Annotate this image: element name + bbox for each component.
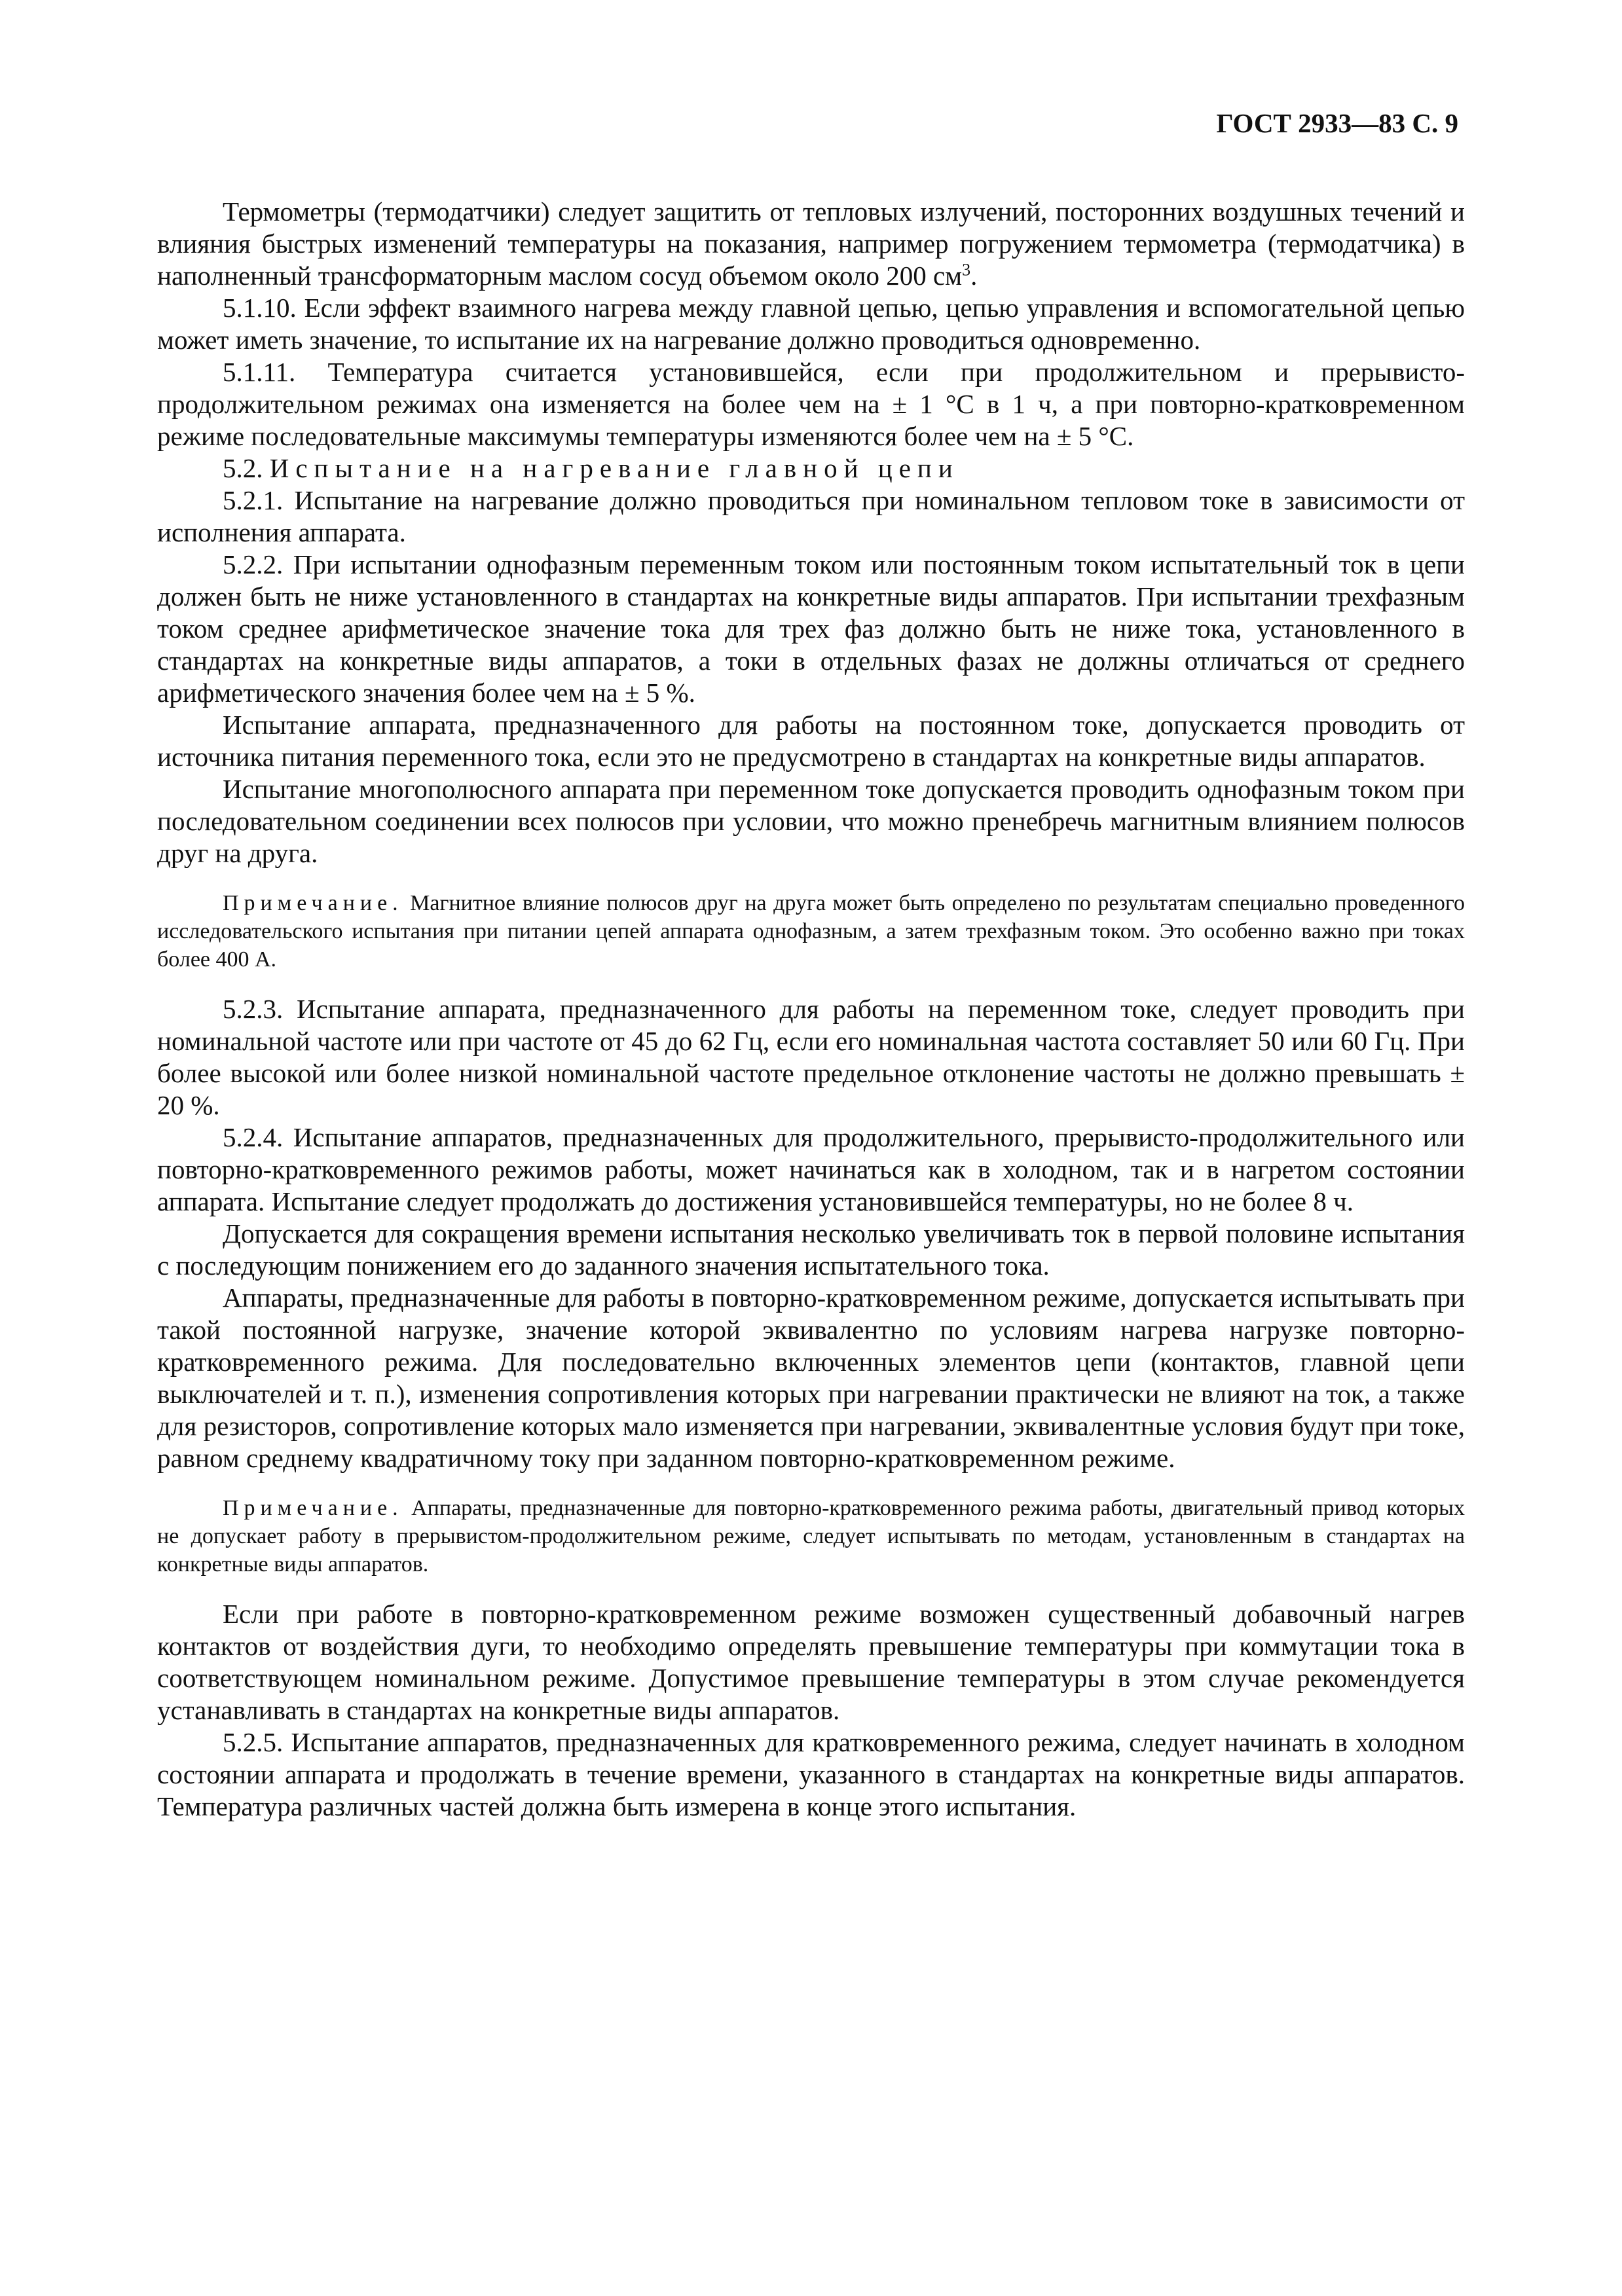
paragraph-5-1-11: 5.1.11. Температура считается установившейся, если при продолжительном и прерывисто-продолжительном режимах она изменяется на более чем на ± 1 °С в 1 ч, а при повторно-кратковременном режиме последовательные максимумы температуры изменяются более чем на ± 5 °С. <box>157 357 1465 451</box>
paragraph-5-2-2: 5.2.2. При испытании однофазным переменным током или постоянным током испытательный ток в цепи должен быть не ниже установленного в стандартах на конкретные виды аппаратов. При испытании трехфазным током среднее арифметическое значение тока для трех фаз должно быть не ниже тока, установленного в стандартах на конкретные виды аппаратов, а токи в отдельных фазах не должны отличаться от среднего арифметического значения более чем на ± 5 %. <box>157 549 1465 708</box>
section-title: Испытание на нагревание главной цепи <box>269 453 959 483</box>
paragraph-dc-test: Испытание аппарата, предназначенного для работы на постоянном токе, допускается проводить от источника питания переменного тока, если это не предусмотрено в стандартах на конкретные виды аппаратов. <box>157 710 1465 772</box>
note-label: Примечание. <box>223 1496 403 1520</box>
paragraph-arc-heating: Если при работе в повторно-кратковременном режиме возможен существенный добавочный нагрев контактов от воздействия дуги, то необходимо определять превышение температуры при коммутации тока в соответствующем номинальном режиме. Допустимое превышение температуры в этом случае рекомендуется устанавливать в стандартах на конкретные виды аппаратов. <box>157 1599 1465 1725</box>
note-intermittent-mode <box>157 1494 1465 1578</box>
section-number: 5.2. <box>223 453 270 483</box>
note-label: Примечание. <box>223 891 403 915</box>
paragraph-current-increase: Допускается для сокращения времени испытания несколько увеличивать ток в первой половине испытания с последующим понижением его до заданного значения испытательного тока. <box>157 1218 1465 1281</box>
paragraph-intermittent-mode: Аппараты, предназначенные для работы в повторно-кратковременном режиме, допускается испытывать при такой постоянной нагрузке, значение которой эквивалентно по условиям нагрева нагрузке повторно-кратковременного режима. Для последовательно включенных элементов цепи (контактов, главной цепи выключателей и т. п.), изменения сопротивления которых при нагревании практически не влияют на ток, а также для резисторов, сопротивление которых мало изменяется при нагревании, эквивалентные условия будут при токе, равном среднему квадратичному току при заданном повторно-кратковременном режиме. <box>157 1283 1465 1473</box>
paragraph-thermometers <box>157 196 1465 292</box>
paragraph-5-2-1: 5.2.1. Испытание на нагревание должно проводиться при номинальном тепловом токе в зависимости от исполнения аппарата. <box>157 485 1465 547</box>
note-magnetic-influence <box>157 889 1465 974</box>
section-heading-5-2 <box>157 452 1465 484</box>
document-body <box>157 196 1465 1823</box>
page-header: ГОСТ 2933—83 С. 9 <box>1216 108 1458 138</box>
superscript: 3 <box>962 260 971 280</box>
period: . <box>970 261 978 291</box>
paragraph-5-2-4: 5.2.4. Испытание аппаратов, предназначенных для продолжительного, прерывисто-продолжительного или повторно-кратковременного режимов работы, может начинаться как в холодном, так и в нагретом состоянии аппарата. Испытание следует продолжать до достижения установившейся температуры, но не более 8 ч. <box>157 1122 1465 1216</box>
paragraph-5-1-10: 5.1.10. Если эффект взаимного нагрева между главной цепью, цепью управления и вспомогательной цепью может иметь значение, то испытание их на нагревание должно проводиться одновременно. <box>157 293 1465 355</box>
paragraph-5-2-3: 5.2.3. Испытание аппарата, предназначенного для работы на переменном токе, следует проводить при номинальной частоте или при частоте от 45 до 62 Гц, если его номинальная частота составляет 50 или 60 Гц. При более высокой или более низкой номинальной частоте предельное отклонение частоты не должно превышать ± 20 %. <box>157 994 1465 1120</box>
note-text: Аппараты, предназначенные для повторно-кратковременного режима работы, двигательный привод которых не допускает работу в прерывистом-продолжительном режиме, следует испытывать по методам, установленным в стандартах на конкретные виды аппаратов. <box>157 1496 1465 1576</box>
paragraph-5-2-5: 5.2.5. Испытание аппаратов, предназначенных для кратковременного режима, следует начинать в холодном состоянии аппарата и продолжать в течение времени, указанного в стандартах на конкретные виды аппаратов. Температура различных частей должна быть измерена в конце этого испытания. <box>157 1727 1465 1821</box>
note-text: Магнитное влияние полюсов друг на друга может быть определено по результатам специально проведенного исследовательского испытания при питании цепей аппарата однофазным, а затем трехфазным током. Это особенно важно при токах более 400 А. <box>157 891 1465 972</box>
paragraph-text: Термометры (термодатчики) следует защитить от тепловых излучений, посторонних воздушных течений и влияния быстрых изменений температуры на показания, например погружением термометра (термодатчика) в наполненный трансформаторным маслом сосуд объемом около 200 см <box>157 196 1465 291</box>
paragraph-multipole-test: Испытание многополюсного аппарата при переменном токе допускается проводить однофазным током при последовательном соединении всех полюсов при условии, что можно пренебречь магнитным влиянием полюсов друг на друга. <box>157 774 1465 868</box>
